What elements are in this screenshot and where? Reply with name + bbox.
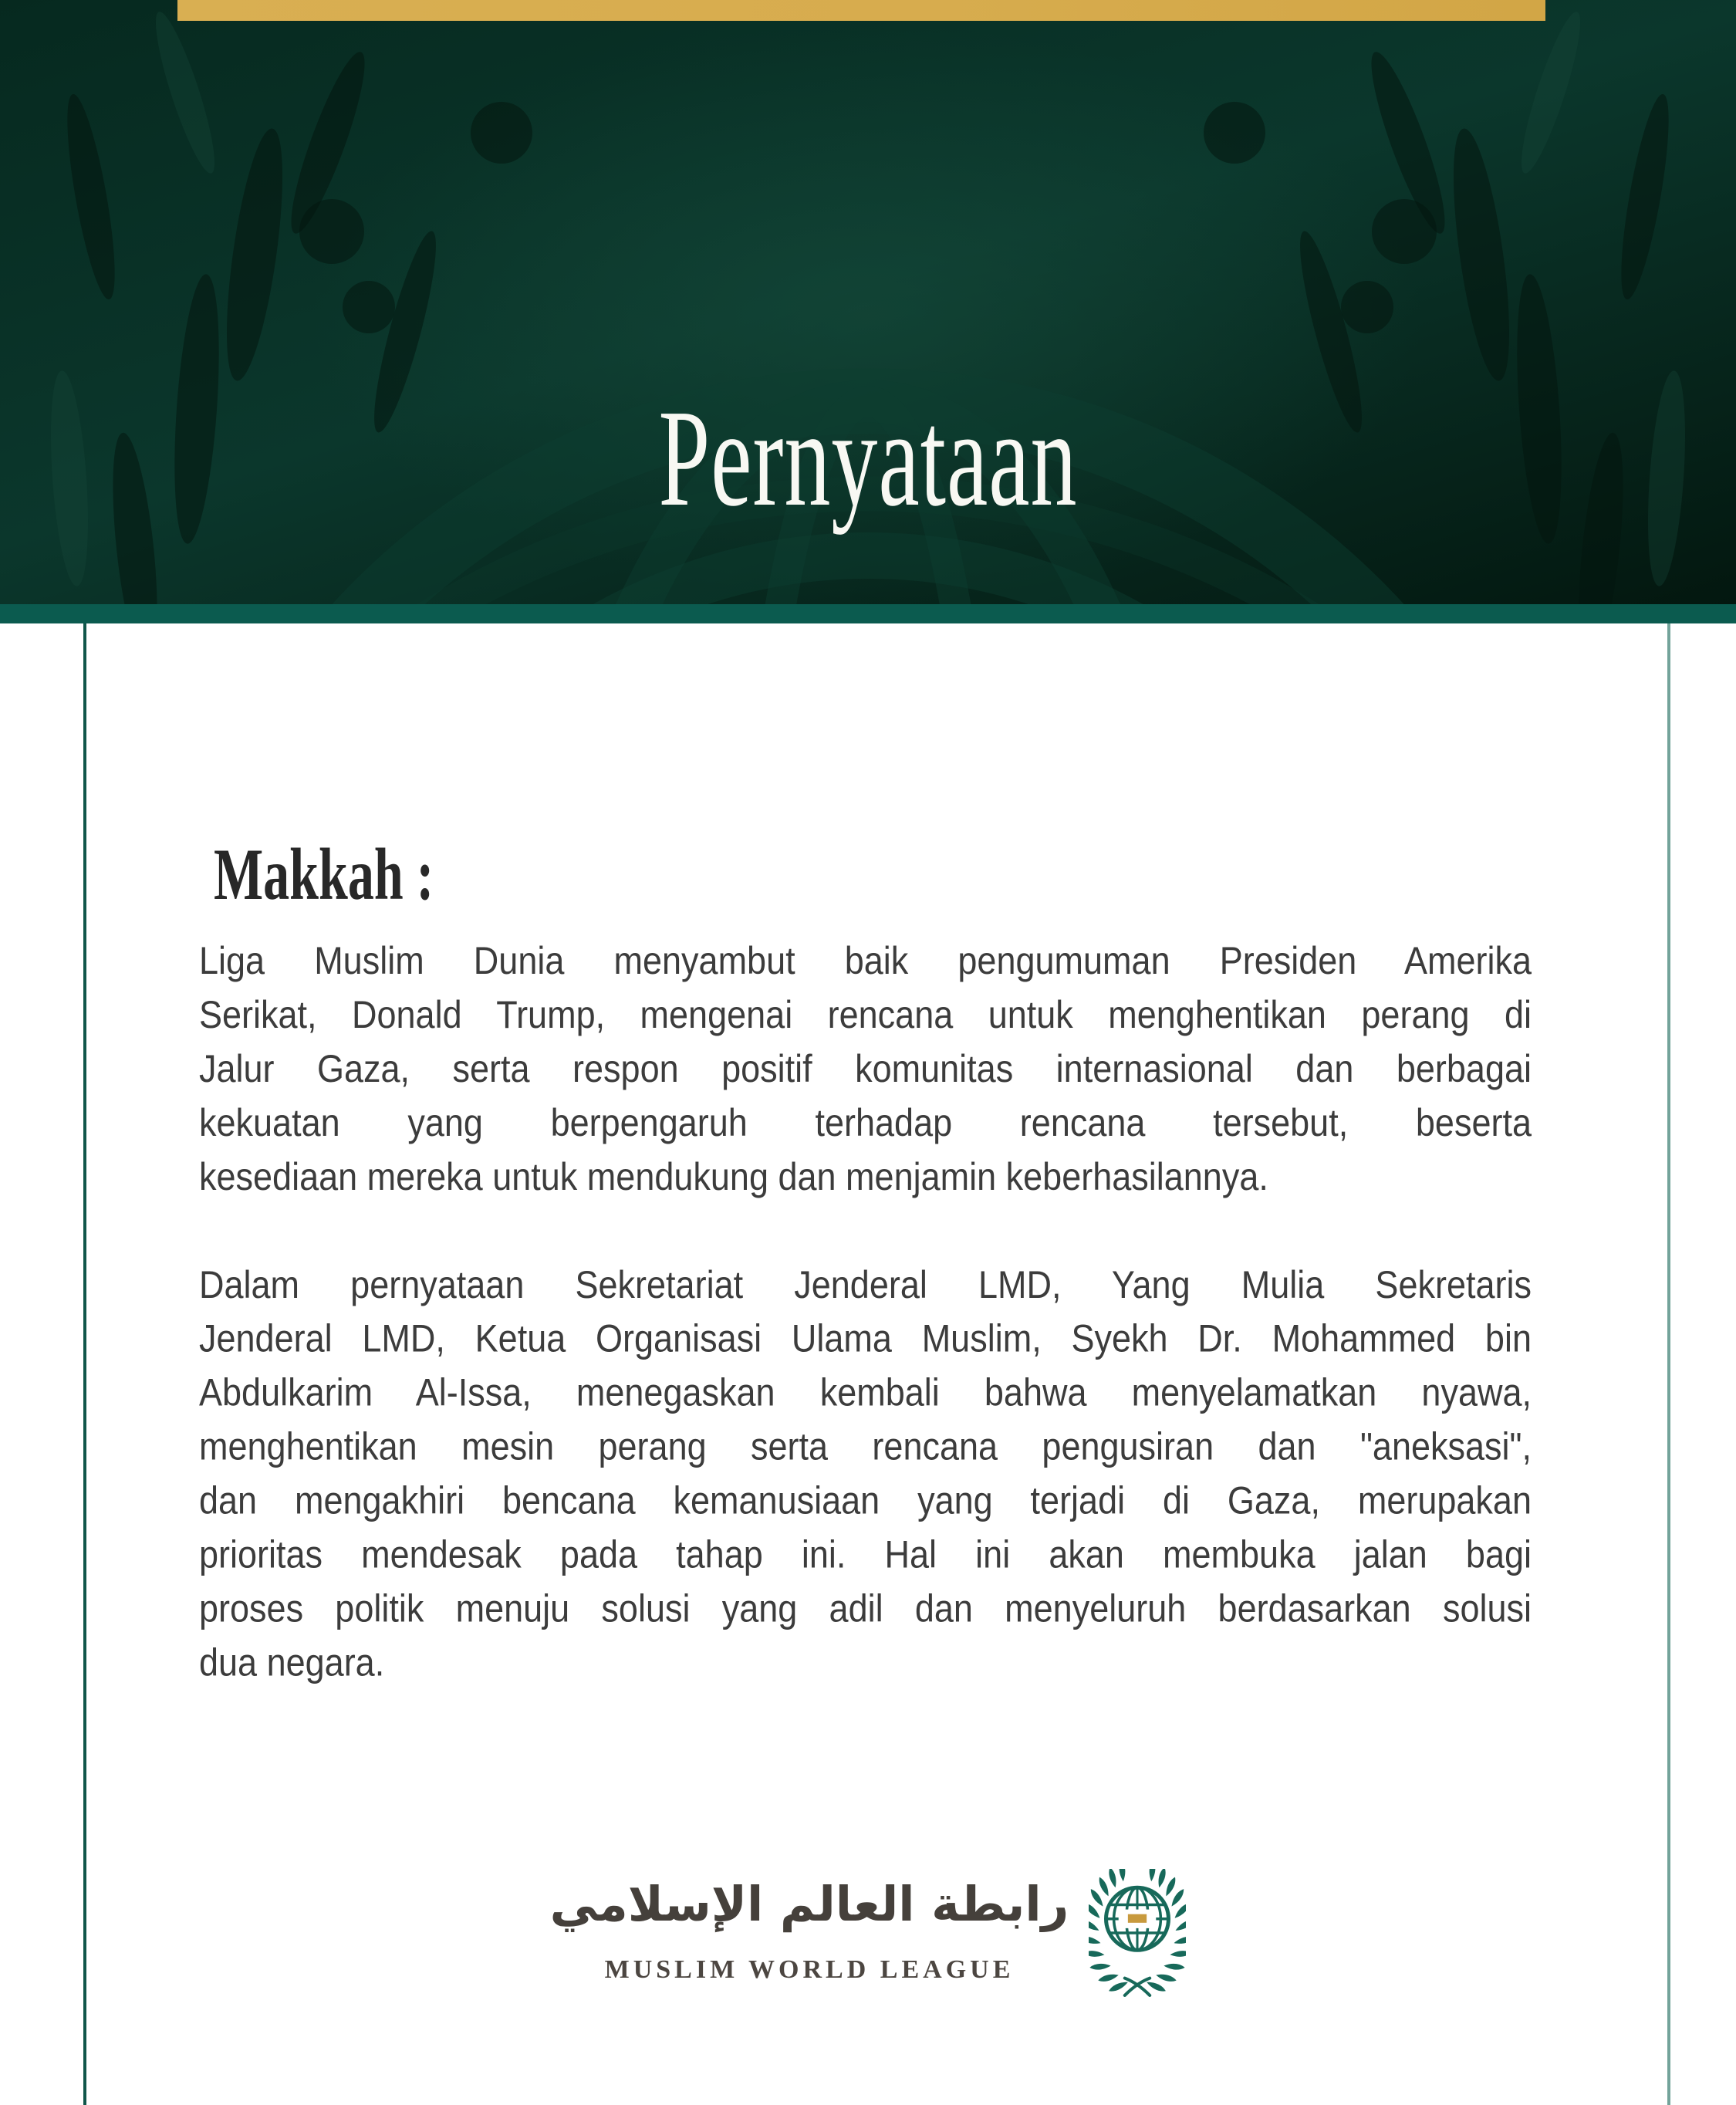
mwl-logo-english-label: MUSLIM WORLD LEAGUE	[604, 1955, 1015, 1984]
statement-body	[199, 934, 1532, 1689]
text-line: Serikat, Donald Trump, mengenai rencana untuk menghentikan perang di	[199, 992, 1532, 1037]
page-title	[0, 380, 1736, 535]
gold-accent-bar	[177, 0, 1545, 21]
text-line: dan mengakhiri bencana kemanusiaan yang terjadi di Gaza, merupakan	[199, 1478, 1532, 1522]
text-line: menghentikan mesin perang serta rencana pengusiran dan "aneksasi",	[199, 1424, 1532, 1468]
mwl-logo-text-column	[550, 1866, 1069, 1985]
text-line: proses politik menuju solusi yang adil dan menyeluruh berdasarkan solusi	[199, 1586, 1532, 1630]
text-line: Abdulkarim Al-Issa, menegaskan kembali bahwa menyelamatkan nyawa,	[199, 1370, 1532, 1414]
text-line: Liga Muslim Dunia menyambut baik pengumuman Presiden Amerika	[199, 938, 1532, 983]
city-heading-text: Makkah :	[214, 833, 434, 915]
mwl-logo	[0, 1866, 1736, 2002]
text-line: prioritas mendesak pada tahap ini. Hal ini akan membuka jalan bagi	[199, 1532, 1532, 1576]
statement-paragraph-2	[199, 1258, 1532, 1689]
city-heading	[214, 832, 434, 915]
mwl-emblem-icon	[1089, 1869, 1186, 2002]
page-title-text: Pernyataan	[658, 380, 1078, 535]
header-banner	[0, 0, 1736, 604]
teal-divider	[0, 604, 1736, 623]
statement-paragraph-1	[199, 934, 1532, 1204]
text-line: kekuatan yang berpengaruh terhadap rencana tersebut, beserta	[199, 1100, 1532, 1145]
text-line: kesediaan mereka untuk mendukung dan menjamin keberhasilannya.	[199, 1154, 1268, 1198]
text-line: Dalam pernyataan Sekretariat Jenderal LMD, Yang Mulia Sekretaris	[199, 1262, 1532, 1306]
mwl-arabic-calligraphy: رابطة العالم الإسلامي	[549, 1876, 1069, 1932]
text-line: dua negara.	[199, 1640, 385, 1684]
text-line: Jalur Gaza, serta respon positif komunitas internasional dan berbagai	[199, 1046, 1532, 1091]
text-line: Jenderal LMD, Ketua Organisasi Ulama Muslim, Syekh Dr. Mohammed bin	[199, 1316, 1532, 1360]
